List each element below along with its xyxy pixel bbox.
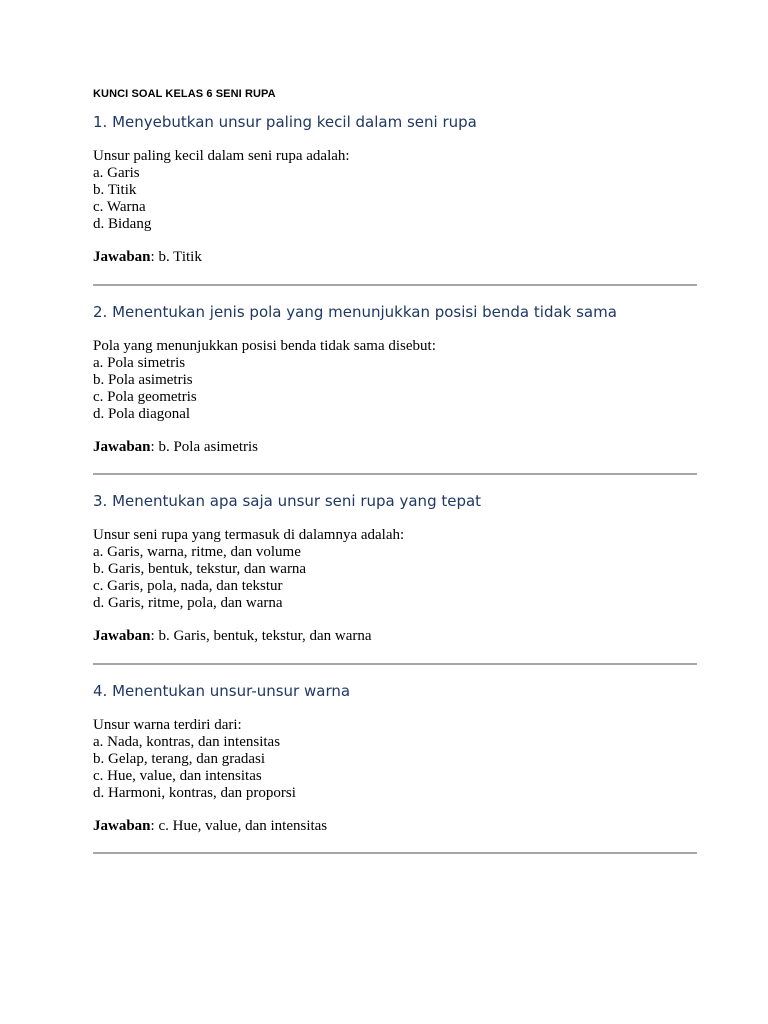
answer-label: Jawaban (93, 818, 151, 834)
answer-line (93, 249, 697, 266)
question-prompt: Pola yang menunjukkan posisi benda tidak sama disebut: (93, 338, 436, 354)
section-divider (93, 284, 697, 286)
option-d: d. Harmoni, kontras, dan proporsi (93, 785, 296, 801)
question-section-3 (93, 491, 697, 645)
question-body (93, 148, 697, 233)
answer-line (93, 628, 697, 645)
question-heading: 3. Menentukan apa saja unsur seni rupa yang tepat (93, 492, 482, 510)
option-c: c. Hue, value, dan intensitas (93, 768, 262, 784)
option-c: c. Warna (93, 199, 146, 215)
option-d: d. Garis, ritme, pola, dan warna (93, 595, 283, 611)
option-c: c. Pola geometris (93, 389, 197, 405)
option-a: a. Garis, warna, ritme, dan volume (93, 544, 301, 560)
option-a: a. Nada, kontras, dan intensitas (93, 734, 281, 750)
answer-line (93, 439, 697, 456)
question-prompt: Unsur seni rupa yang termasuk di dalamnya adalah: (93, 527, 405, 543)
question-section-1 (93, 112, 697, 266)
option-a: a. Garis (93, 165, 140, 181)
option-a: a. Pola simetris (93, 355, 186, 371)
option-c: c. Garis, pola, nada, dan tekstur (93, 578, 283, 594)
answer-text: : b. Garis, bentuk, tekstur, dan warna (150, 628, 372, 644)
option-b: b. Pola asimetris (93, 372, 193, 388)
answer-label: Jawaban (93, 249, 151, 265)
section-divider (93, 663, 697, 665)
answer-line (93, 818, 697, 835)
answer-label: Jawaban (93, 439, 151, 455)
answer-text: : b. Pola asimetris (150, 439, 259, 455)
option-d: d. Pola diagonal (93, 406, 191, 422)
question-section-4 (93, 681, 697, 835)
answer-label: Jawaban (93, 628, 151, 644)
answer-text: : b. Titik (150, 249, 202, 265)
document-title: KUNCI SOAL KELAS 6 SENI RUPA (93, 88, 276, 100)
section-divider (93, 852, 697, 854)
question-body (93, 717, 697, 802)
question-heading: 2. Menentukan jenis pola yang menunjukkan posisi benda tidak sama (93, 303, 617, 321)
option-d: d. Bidang (93, 216, 152, 232)
question-section-2 (93, 302, 697, 456)
option-b: b. Gelap, terang, dan gradasi (93, 751, 266, 767)
answer-text: : c. Hue, value, dan intensitas (150, 818, 328, 834)
option-b: b. Garis, bentuk, tekstur, dan warna (93, 561, 307, 577)
question-prompt: Unsur paling kecil dalam seni rupa adalah: (93, 148, 350, 164)
question-body (93, 527, 697, 612)
question-prompt: Unsur warna terdiri dari: (93, 717, 242, 733)
section-divider (93, 473, 697, 475)
option-b: b. Titik (93, 182, 137, 198)
question-heading: 4. Menentukan unsur-unsur warna (93, 682, 351, 700)
question-body (93, 338, 697, 423)
question-heading: 1. Menyebutkan unsur paling kecil dalam seni rupa (93, 113, 477, 131)
